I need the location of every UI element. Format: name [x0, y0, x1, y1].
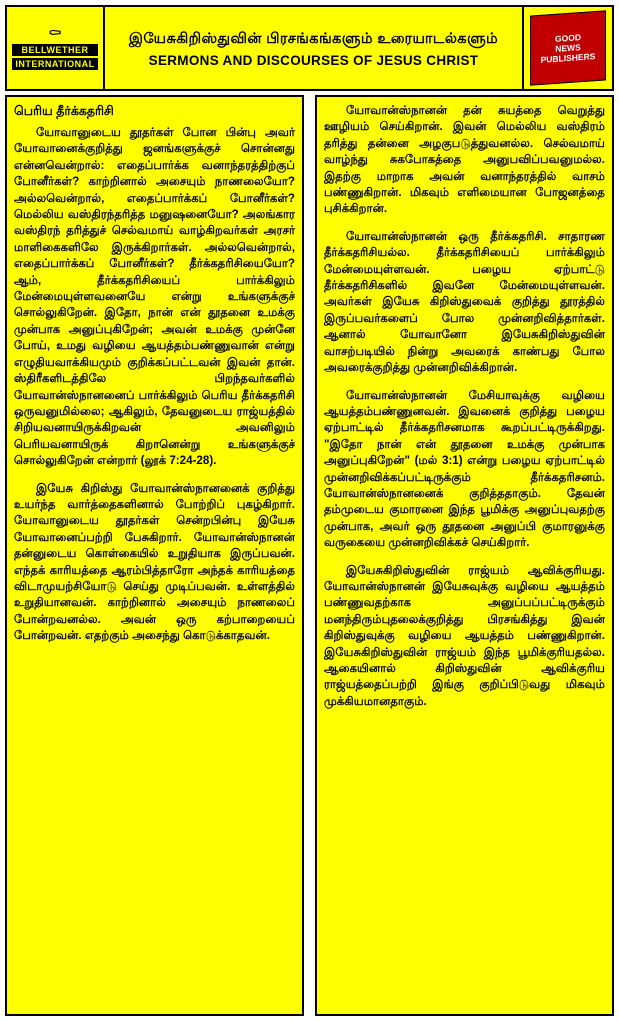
right-column [315, 95, 614, 1016]
gnp-logo-line2: NEWS [555, 42, 581, 54]
paragraph: யோவான்ஸ்நானன் ஒரு தீர்க்கதரிசி. சாதாரண தீர்க்கதரிசியல்ல. தீர்க்கதரிசியைப் பார்க்கிலும் மேன்மையுள்ளவன். பழைய ஏற்பாட்டு தீர்க்கதரிசிகளில் இவனே மேன்மையுள்ளவன். அவர்கள் இயேசு கிறிஸ்துவைக் குறித்து தூரத்தில் இருப்பவர்களைப் போல முன்னறிவித்தார்கள். ஆனால் யோவானோ இயேசுகிறிஸ்துவின் வாசற்படியில் நின்று அவரைக் காண்பது போல அவரைக்குறித்து முன்னறிவிக்கிறான். [324, 229, 605, 375]
bellwether-logo [7, 7, 105, 89]
paragraph: யோவானுடைய தூதர்கள் போன பின்பு அவர் யோவானைக்குறித்து ஜனங்களுக்குச் சொன்னது என்னவென்றால்: எதைப்பார்க்க வனாந்தரத்திற்குப் போனீர்கள்? காற்றினால் அசையும் நாணலையோ? அல்லவென்றால், எதைப்பார்க்கப் போனீர்கள்? மெல்லிய வஸ்திரந்தரித்த மனுஷனையோ? அலங்கார வஸ்திரந் தரித்துச் செல்வமாய் வாழ்கிறவர்கள் அரசர் மாளிகைகளிலே இருக்கிறார்கள். அல்லவென்றால், எதைப்பார்க்கப் போனீர்கள்? தீர்க்கதரிசியையோ? ஆம், தீர்க்கதரிசியைப் பார்க்கிலும் மேன்மையுள்ளவனையே என்று உங்களுக்குச் சொல்லுகிறேன். இதோ, நான் என் தூதனை உமக்கு முன்பாக அனுப்புகிறேன்; அவன் உமக்கு முன்னே போய், உமது வழியை ஆயத்தம்பண்ணுவான் என்று எழுதியவாக்கியமும் குறிக்கப்பட்டவன் இவன் தான். ஸ்திரீகளிடத்திலே பிறந்தவர்களில் யோவான்ஸ்நானனைப் பார்க்கிலும் பெரிய தீர்க்கதரிசி ஒருவனுமில்லை; ஆகிலும், தேவனுடைய ராஜ்யத்தில் சிறியவனாயிருக்கிறவன் அவனிலும் பெரியவனாயிருக் கிறானென்று உங்களுக்குச் சொல்லுகிறேன் என்றார் (லூக் 7:24-28). [14, 126, 295, 468]
paragraph: இயேசுகிறிஸ்துவின் ராஜ்யம் ஆவிக்குரியது. யோவான்ஸ்நானன் இயேசுவுக்கு வழியை ஆயத்தம் பண்ணுவதற்காக அனுப்பப்பட்டிருக்கும் மனந்திரும்புதலைக்குறித்து பிரசங்கித்து இவன் கிறிஸ்துவுக்கு வழியை ஆயத்தம் பண்ணுகிறான். இயேசுகிறிஸ்துவின் ராஜ்யம் இந்த பூமிக்குரியதல்ல. ஆகையினால் கிறிஸ்துவின் ஆவிக்குரிய ராஜ்யத்தைப்பற்றி இங்கு குறிப்பிடுவது மிகவும் முக்கியமானதாகும். [324, 563, 605, 708]
paragraph: இயேசு கிறிஸ்து யோவான்ஸ்நானனைக் குறித்து உயர்ந்த வார்த்தைகளினால் போற்றிப் புகழ்கிறார். யோவானுடைய தூதர்கள் சென்றபின்பு இயேசு யோவானைப்பற்றி பேசுகிறார். யோவான்ஸ்நானன் தன்னுடைய கொள்கையில் உறுதியாக இருப்பவன். எந்தக் காரியத்தை ஆரம்பித்தாரோ அந்தக் காரியத்தை விடாமுயற்சியோடு செய்து முடிப்பவன். உள்ளத்தில் உறுதியானவன். காற்றினால் அசையும் நாணலைப் போன்றவனல்ல. அவன் ஒரு கற்பாறையைப் போன்றவன். எதற்கும் அசைந்து கொடுக்காதவன். [14, 481, 295, 643]
good-news-publishers-logo [522, 7, 612, 89]
bell-icon: ⚰ [47, 24, 63, 43]
page-header [5, 5, 614, 91]
gnp-logo-line1: GOOD [555, 32, 581, 44]
left-column [5, 95, 304, 1016]
bellwether-logo-line2: INTERNATIONAL [12, 58, 98, 70]
gnp-badge [530, 10, 606, 85]
paragraph: யோவான்ஸ்நானன் தன் சுயத்தை வெறுத்து ஊழியம் செய்கிறான். இவன் மெல்லிய வஸ்திரம் தரித்து தன்னை அழகுபடுத்துவனல்ல. செல்வமாய் வாழ்ந்து சுகபோகத்தை அனுபவிப்பவனுமல்ல. இதற்கு மாறாக அவன் வனாந்தரத்தில் வாசம் பண்ணுகிறான். மிகவும் எளிமையான போஜனத்தை புசிக்கிறான். [324, 104, 605, 216]
header-title-block [105, 7, 522, 89]
bellwether-logo-line1: BELLWETHER [12, 44, 98, 56]
gnp-logo-line3: PUBLISHERS [540, 51, 596, 65]
page-title-english: SERMONS AND DISCOURSES OF JESUS CHRIST [148, 52, 479, 68]
page-title-tamil: இயேசுகிறிஸ்துவின் பிரசங்கங்களும் உரையாடல்களும் [128, 30, 499, 47]
section-title: பெரிய தீர்க்கதரிசி [14, 104, 114, 118]
paragraph: யோவான்ஸ்நானன் மேசியாவுக்கு வழியை ஆயத்தம்பண்ணுனவன். இவனைக் குறித்து பழைய ஏற்பாட்டில் தீர்க்கதரிசனமாக கூறப்பட்டிருக்கிறது. "இதோ நான் என் தூதனை உமக்கு முன்பாக அனுப்புகிறேன்" (மல் 3:1) என்று பழைய ஏற்பாட்டில் முன்னறிவிக்கப்பட்டிருக்கும் தீர்க்கதரிசனம். யோவான்ஸ்நானனைக் குறித்ததாகும். தேவன் தம்முடைய குமாரனை இந்த பூமிக்கு அனுப்புவதற்கு முன்பாக, அவர் ஒரு தூதனை அனுப்பி குமாரனுக்கு வருகையை முன்னறிவிக்கச் செய்கிறார். [324, 388, 605, 550]
